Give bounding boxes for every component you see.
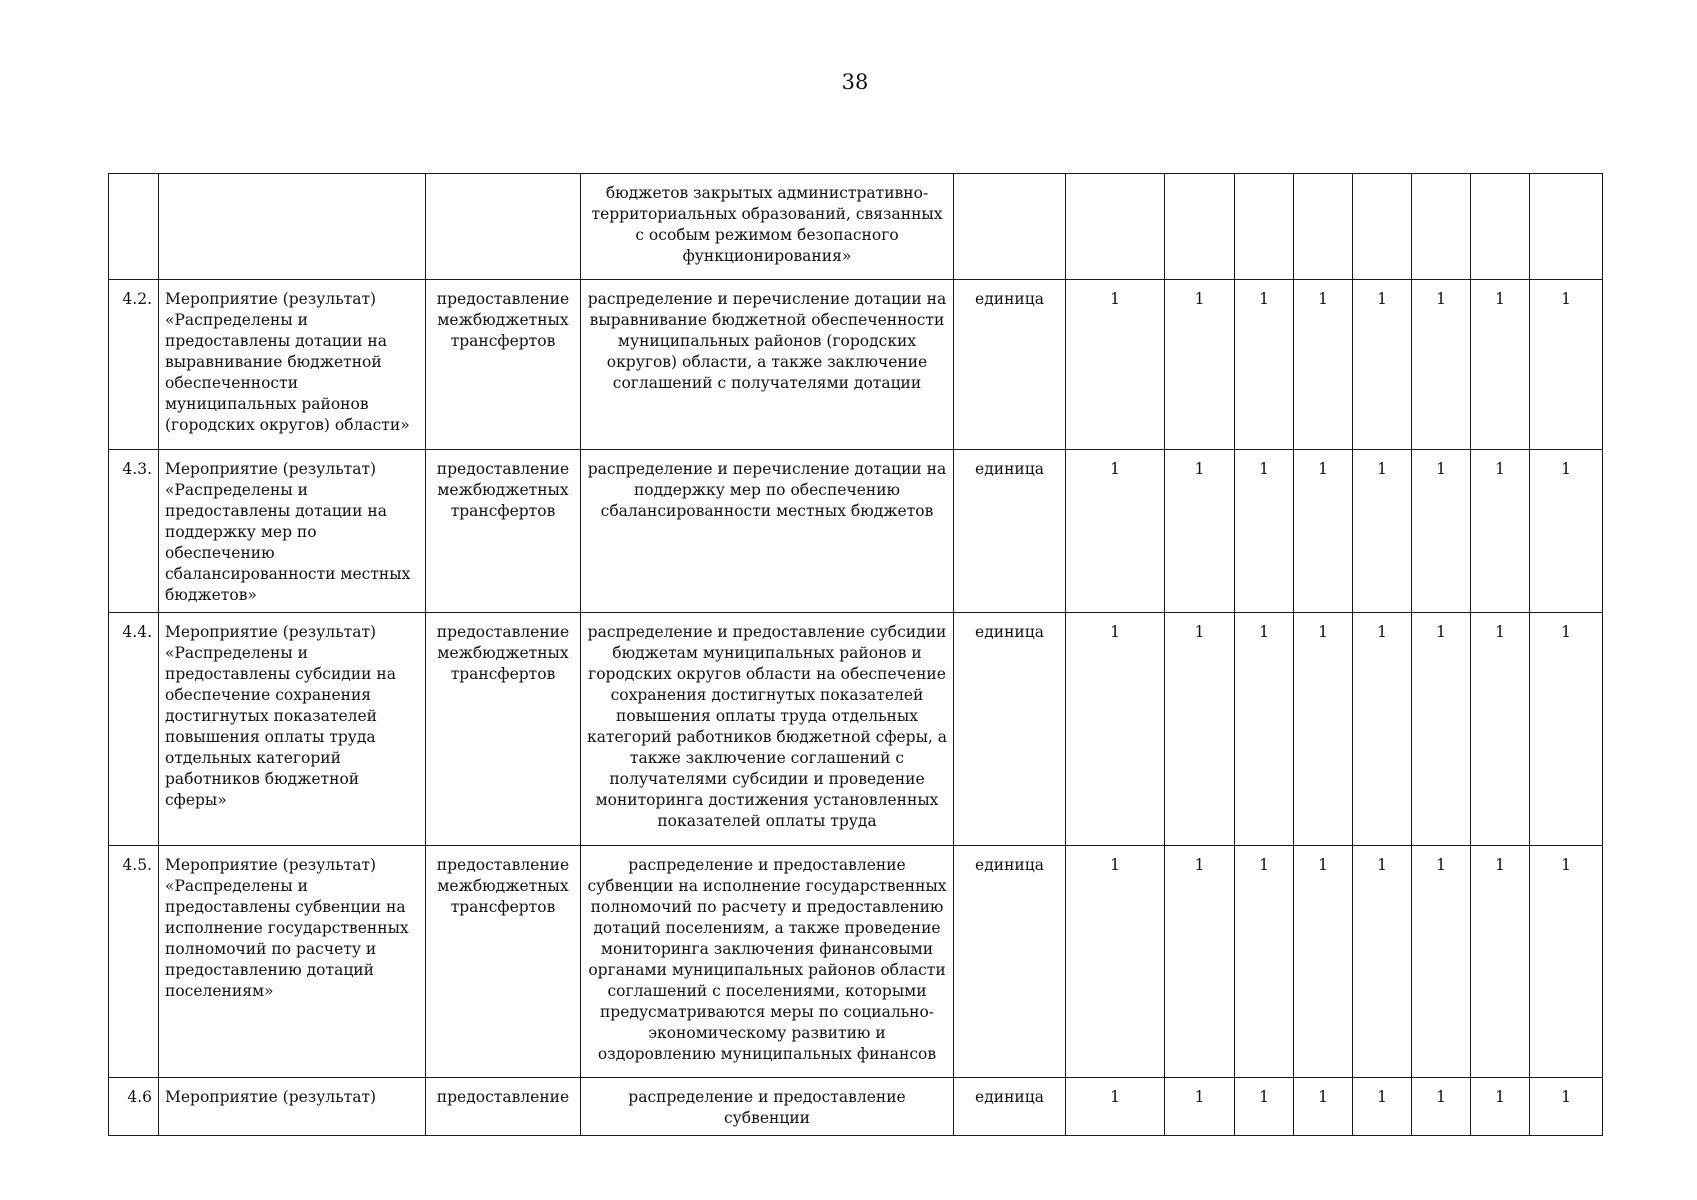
value-cell: 1: [1165, 450, 1235, 613]
value-cell: 1: [1353, 280, 1412, 450]
row-number: 4.5.: [109, 846, 159, 1078]
activity-description: бюджетов закрытых административно-территориальных образований, связанных с особым режимом безопасного функционирования»: [581, 174, 954, 280]
value-cell: 1: [1294, 846, 1353, 1078]
activity-description: распределение и перечисление дотации на поддержку мер по обеспечению сбалансированности местных бюджетов: [581, 450, 954, 613]
value-cell: 1: [1412, 846, 1471, 1078]
value-cell: 1: [1165, 846, 1235, 1078]
value-cell: 1: [1412, 613, 1471, 846]
value-cell: 1: [1353, 450, 1412, 613]
value-cell: 1: [1235, 1078, 1294, 1136]
value-cell: 1: [1235, 613, 1294, 846]
value-cell: 1: [1471, 846, 1530, 1078]
value-cell: 1: [1066, 450, 1165, 613]
value-cell: 1: [1165, 280, 1235, 450]
value-cell: 1: [1235, 846, 1294, 1078]
value-cell: 1: [1412, 280, 1471, 450]
table-row: [109, 1078, 1603, 1136]
row-number: [109, 174, 159, 280]
value-cell: 1: [1066, 613, 1165, 846]
value-cell: 1: [1165, 613, 1235, 846]
value-cell: 1: [1530, 450, 1603, 613]
indicators-table: [108, 173, 1603, 1136]
activity-description: распределение и предоставление субсидии бюджетам муниципальных районов и городских округов области на обеспечение сохранения достигнутых показателей повышения оплаты труда отдельных категорий работников бюджетной сферы, а также заключение соглашений с получателями субсидии и проведение мониторинга достижения установленных показателей оплаты труда: [581, 613, 954, 846]
activity-name: Мероприятие (результат) «Распределены и предоставлены субвенции на исполнение государственных полномочий по расчету и предоставлению дотаций поселениям»: [159, 846, 426, 1078]
value-cell: 1: [1066, 280, 1165, 450]
value-cell: 1: [1235, 450, 1294, 613]
activity-name: Мероприятие (результат) «Распределены и предоставлены дотации на поддержку мер по обеспечению сбалансированности местных бюджетов»: [159, 450, 426, 613]
unit-of-measure: единица: [954, 450, 1066, 613]
value-cell: 1: [1471, 450, 1530, 613]
table-row: [109, 280, 1603, 450]
activity-type: предоставление межбюджетных трансфертов: [426, 846, 581, 1078]
activity-type: предоставление межбюджетных трансфертов: [426, 613, 581, 846]
table-row: [109, 450, 1603, 613]
unit-of-measure: единица: [954, 280, 1066, 450]
value-cell: 1: [1530, 280, 1603, 450]
value-cell: 1: [1294, 280, 1353, 450]
value-cell: 1: [1294, 613, 1353, 846]
value-cell: [1235, 174, 1294, 280]
value-cell: 1: [1066, 846, 1165, 1078]
table-row: [109, 613, 1603, 846]
value-cell: 1: [1353, 1078, 1412, 1136]
value-cell: 1: [1294, 1078, 1353, 1136]
activity-name: Мероприятие (результат): [159, 1078, 426, 1136]
value-cell: 1: [1412, 450, 1471, 613]
value-cell: 1: [1294, 450, 1353, 613]
value-cell: 1: [1471, 280, 1530, 450]
activity-description: распределение и перечисление дотации на выравнивание бюджетной обеспеченности муниципальных районов (городских округов) области, а также заключение соглашений с получателями дотации: [581, 280, 954, 450]
value-cell: 1: [1471, 1078, 1530, 1136]
activity-name: [159, 174, 426, 280]
row-number: 4.6: [109, 1078, 159, 1136]
activity-type: предоставление межбюджетных трансфертов: [426, 280, 581, 450]
value-cell: [1412, 174, 1471, 280]
activity-type: предоставление межбюджетных трансфертов: [426, 450, 581, 613]
activity-type: предоставление: [426, 1078, 581, 1136]
value-cell: [1530, 174, 1603, 280]
value-cell: 1: [1353, 846, 1412, 1078]
value-cell: 1: [1412, 1078, 1471, 1136]
row-number: 4.2.: [109, 280, 159, 450]
value-cell: [1294, 174, 1353, 280]
page-number: 38: [841, 70, 869, 94]
value-cell: 1: [1165, 1078, 1235, 1136]
value-cell: 1: [1353, 613, 1412, 846]
value-cell: 1: [1471, 613, 1530, 846]
activity-type: [426, 174, 581, 280]
value-cell: [1165, 174, 1235, 280]
value-cell: 1: [1066, 1078, 1165, 1136]
value-cell: 1: [1530, 1078, 1603, 1136]
table-row: [109, 174, 1603, 280]
value-cell: [1066, 174, 1165, 280]
row-number: 4.4.: [109, 613, 159, 846]
value-cell: 1: [1530, 613, 1603, 846]
table-row: [109, 846, 1603, 1078]
value-cell: 1: [1530, 846, 1603, 1078]
unit-of-measure: единица: [954, 846, 1066, 1078]
value-cell: 1: [1235, 280, 1294, 450]
unit-of-measure: единица: [954, 613, 1066, 846]
activity-name: Мероприятие (результат) «Распределены и предоставлены субсидии на обеспечение сохранения достигнутых показателей повышения оплаты труда отдельных категорий работников бюджетной сферы»: [159, 613, 426, 846]
unit-of-measure: единица: [954, 1078, 1066, 1136]
value-cell: [1471, 174, 1530, 280]
value-cell: [1353, 174, 1412, 280]
activity-name: Мероприятие (результат) «Распределены и предоставлены дотации на выравнивание бюджетной обеспеченности муниципальных районов (городских округов) области»: [159, 280, 426, 450]
activity-description: распределение и предоставление субвенции: [581, 1078, 954, 1136]
row-number: 4.3.: [109, 450, 159, 613]
activity-description: распределение и предоставление субвенции на исполнение государственных полномочий по расчету и предоставлению дотаций поселениям, а также проведение мониторинга заключения финансовыми органами муниципальных районов области соглашений с поселениями, которыми предусматриваются меры по социально-экономическому развитию и оздоровлению муниципальных финансов: [581, 846, 954, 1078]
unit-of-measure: [954, 174, 1066, 280]
